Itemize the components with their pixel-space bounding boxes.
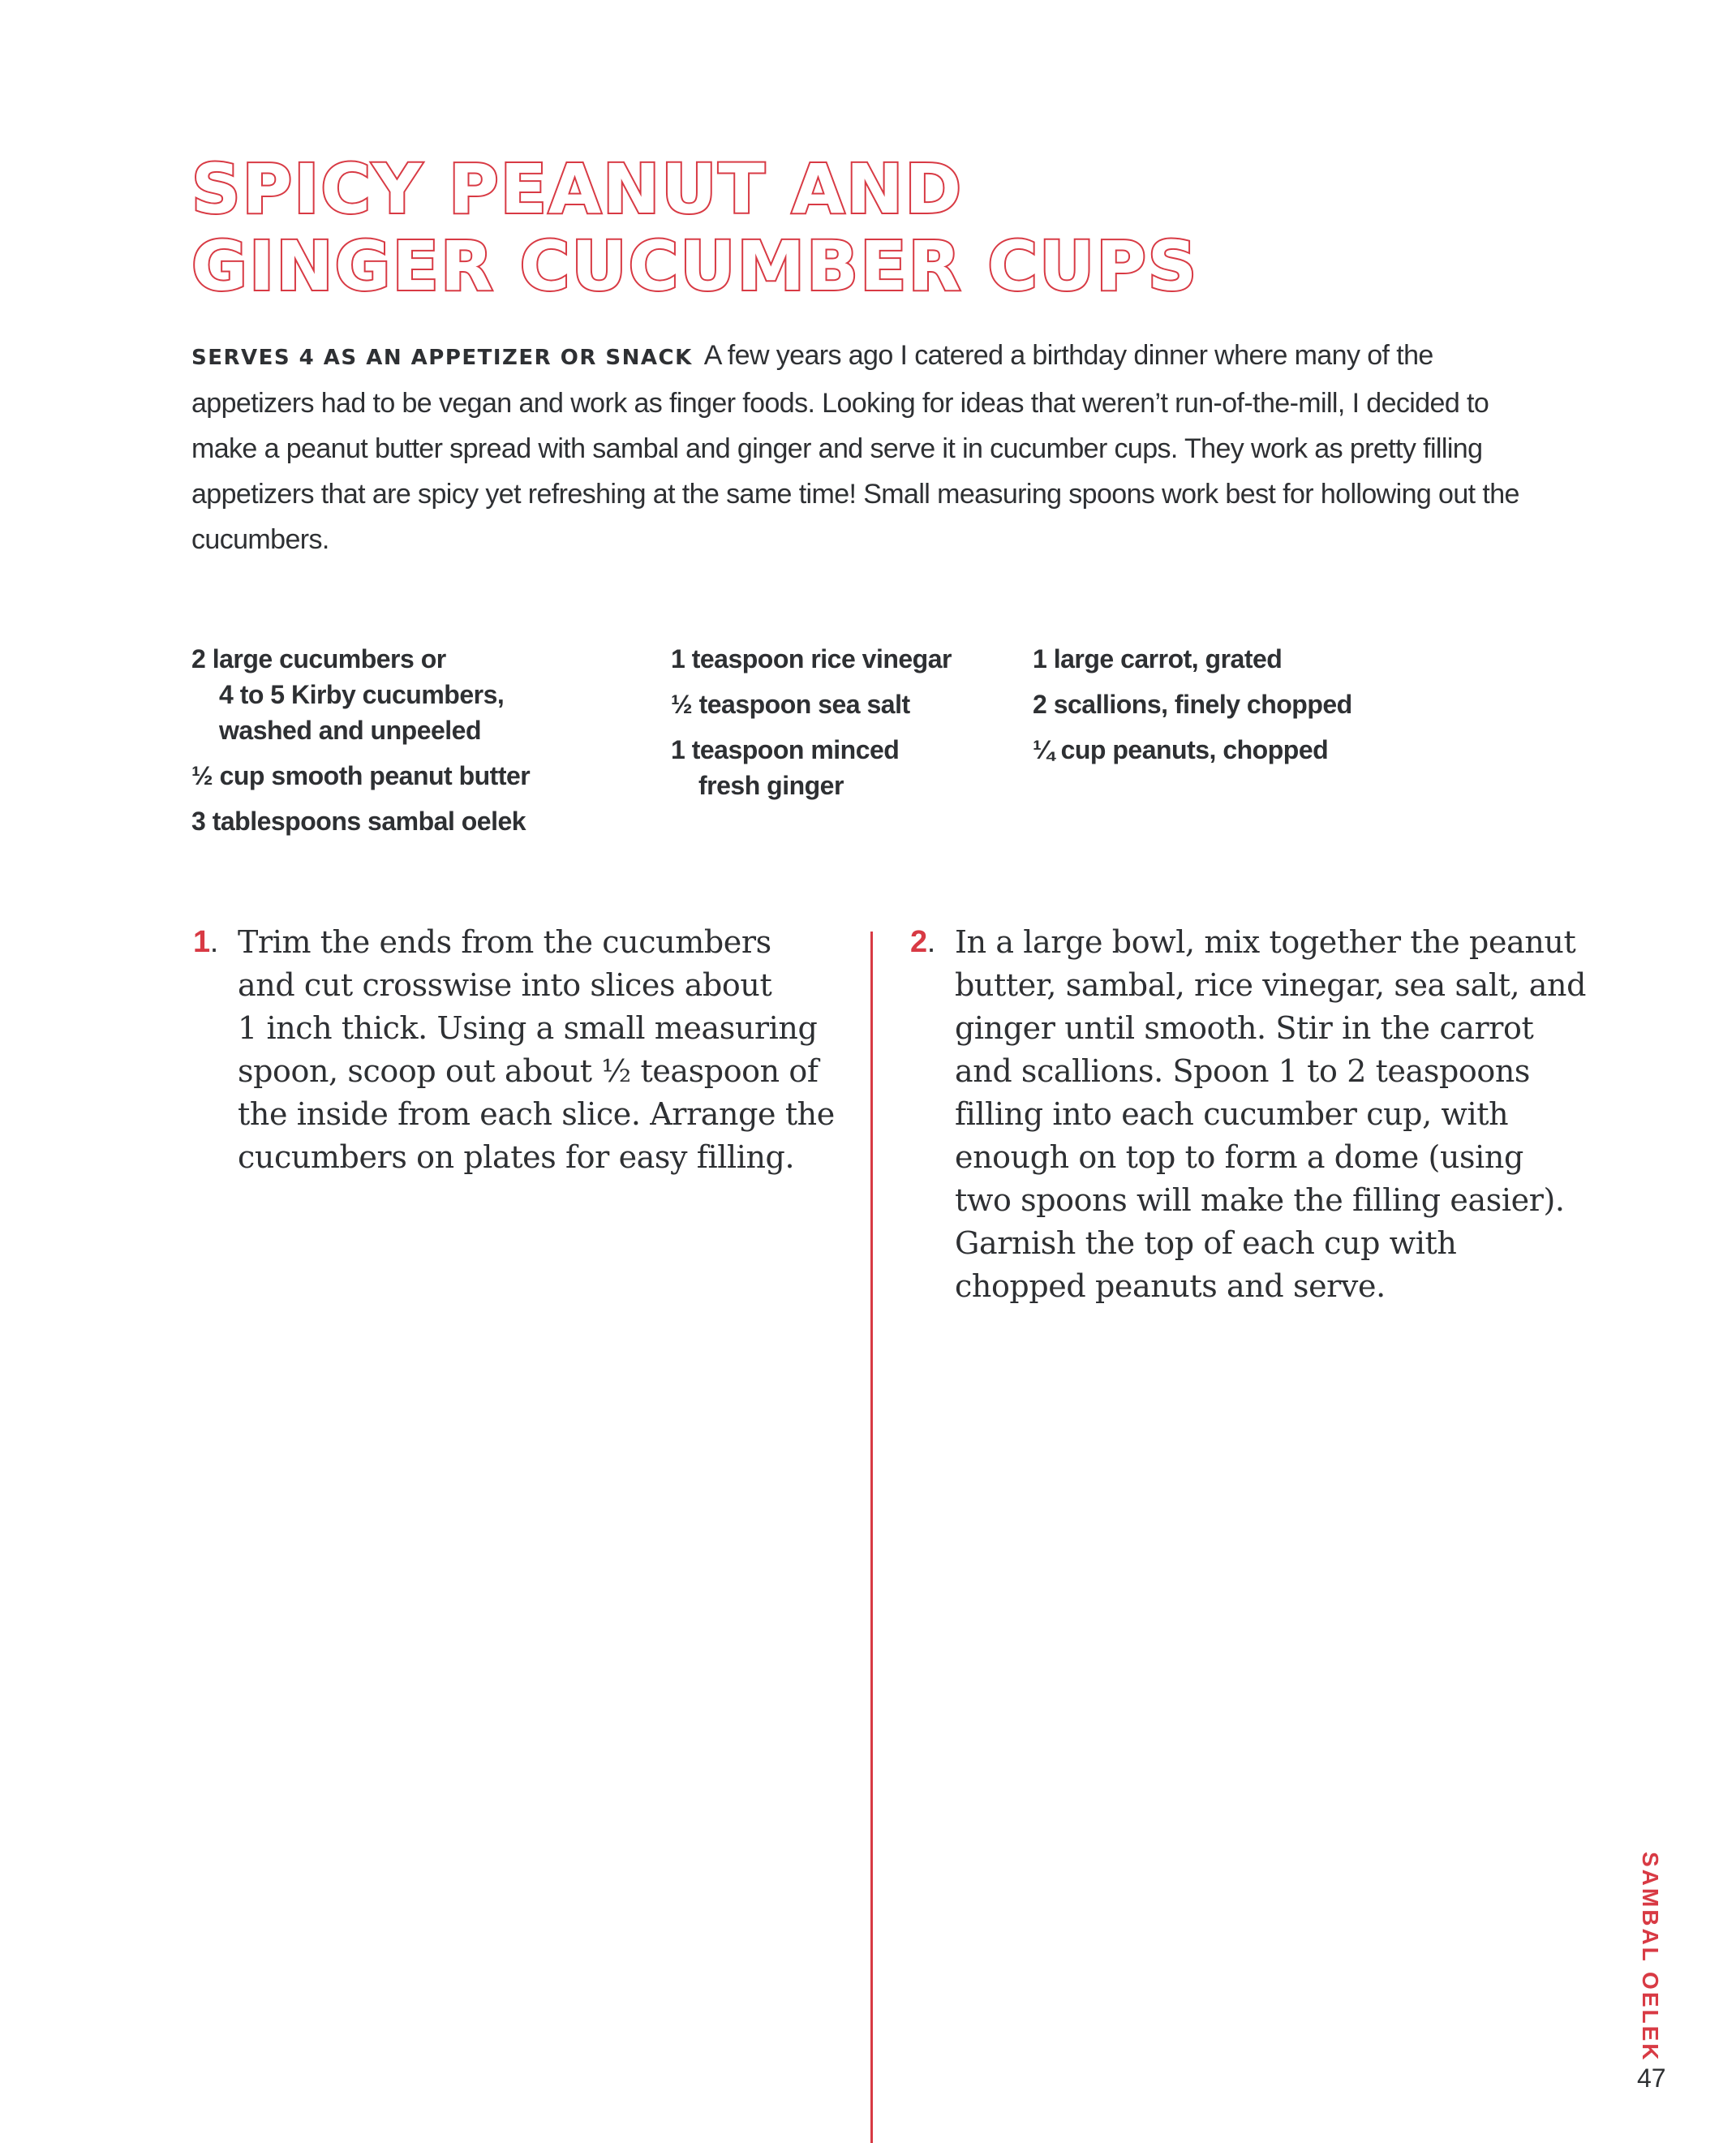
ingredient-line: ¼ cup peanuts, chopped: [1033, 735, 1329, 764]
ingredient-line: fresh ginger: [698, 771, 844, 800]
recipe-title: [191, 151, 1198, 305]
title-line-2: GINGER CUCUMBER CUPS: [191, 226, 1199, 306]
step-number-digit: 2: [910, 925, 927, 959]
step-line: enough on top to form a dome (using: [955, 1139, 1523, 1175]
ingredient-item: [671, 686, 952, 722]
step-line: 1 inch thick. Using a small measuring: [238, 1010, 818, 1046]
ingredient-line: ½ cup smooth peanut butter: [191, 761, 531, 790]
ingredient-line: 3 tablespoons sambal oelek: [191, 807, 526, 836]
ingredient-line: 2 scallions, finely chopped: [1033, 690, 1352, 719]
step-number: 1.: [193, 925, 218, 959]
step-line: cucumbers on plates for easy filling.: [238, 1139, 795, 1175]
step-line: ginger until smooth. Stir in the carrot: [955, 1010, 1534, 1046]
ingredient-item: [671, 732, 952, 803]
step-text: [238, 921, 835, 1179]
ingredient-item: [1033, 641, 1352, 677]
title-line-1: SPICY PEANUT AND: [191, 149, 964, 229]
ingredient-line: 1 teaspoon rice vinegar: [671, 644, 952, 673]
recipe-intro: [191, 333, 1538, 562]
intro-text: A few years ago I catered a birthday dinner where many of the appetizers had to be vegan and work as finger foods. Looking for ideas that weren’t run-of-the-mill, I decided to make a peanut butter spread with sambal and ginger and serve it in cucumber cups. They work as pretty filling appetizers that are spicy yet refreshing at the same time! Small measuring spoons work best for hollowing out the cucumbers.: [191, 340, 1519, 555]
ingredient-item: [1033, 686, 1352, 722]
step-line: and scallions. Spoon 1 to 2 teaspoons: [955, 1053, 1531, 1089]
ingredient-line: 2 large cucumbers or: [191, 644, 446, 673]
step-line: filling into each cucumber cup, with: [955, 1096, 1509, 1132]
ingredient-item: [1033, 732, 1352, 768]
step-line: Trim the ends from the cucumbers: [238, 924, 771, 960]
step-line: the inside from each slice. Arrange the: [238, 1096, 835, 1132]
chapter-tab: SAMBAL OELEK: [1638, 1852, 1663, 2063]
step-number-digit: 1: [193, 925, 210, 959]
page-number: 47: [1637, 2063, 1666, 2093]
ingredient-line: washed and unpeeled: [219, 716, 482, 745]
ingredient-item: [671, 641, 952, 677]
serves-label: SERVES 4 AS AN APPETIZER OR SNACK: [191, 346, 693, 370]
step-line: In a large bowl, mix together the peanut: [955, 924, 1576, 960]
ingredients-column-3: [1033, 641, 1352, 777]
ingredient-item: [191, 803, 530, 839]
step-line: and cut crosswise into slices about: [238, 967, 772, 1003]
column-divider: [870, 932, 873, 2143]
ingredient-line: 4 to 5 Kirby cucumbers,: [219, 680, 505, 709]
step-line: Garnish the top of each cup with: [955, 1225, 1457, 1261]
step-number: 2.: [910, 925, 935, 959]
step-text: [955, 921, 1586, 1308]
step-line: butter, sambal, rice vinegar, sea salt, and: [955, 967, 1587, 1003]
step-line: spoon, scoop out about ½ teaspoon of: [238, 1053, 819, 1089]
ingredient-line: 1 teaspoon minced: [671, 735, 900, 764]
ingredients-column-2: [671, 641, 952, 813]
ingredient-item: [191, 758, 530, 794]
ingredient-item: [191, 641, 530, 748]
ingredients-column-1: [191, 641, 530, 849]
ingredient-line: 1 large carrot, grated: [1033, 644, 1283, 673]
ingredient-line: ½ teaspoon sea salt: [671, 690, 910, 719]
step-line: two spoons will make the filling easier).: [955, 1182, 1565, 1218]
step-line: chopped peanuts and serve.: [955, 1268, 1386, 1304]
